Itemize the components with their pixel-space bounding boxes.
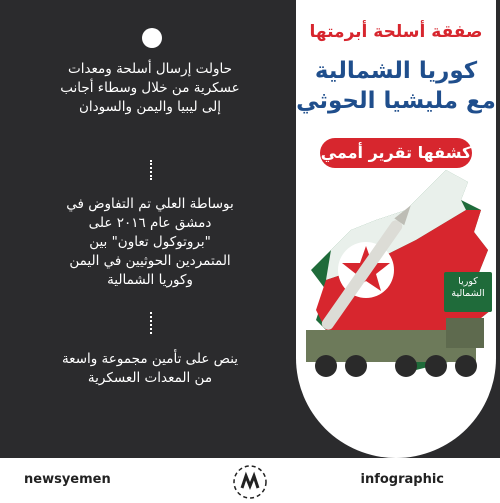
news-logo-icon <box>232 464 268 500</box>
fact-item-2: بوساطة العلي تم التفاوض في دمشق عام ٢٠١٦ على "بروتوكول تعاون" بين المتمردين الحوثيين في اليمن وكوريا الشمالية <box>66 196 234 288</box>
card-title-line-1: كوريا الشمالية <box>314 58 478 84</box>
report-pill: كشفها تقرير أممي <box>320 138 472 168</box>
map-badge: كوريا الشمالية <box>444 272 492 312</box>
truck-cab <box>446 318 484 348</box>
card-title-line-2: مع مليشيا الحوثي <box>296 88 496 114</box>
truck-wheel-4 <box>425 355 447 377</box>
card-body <box>296 0 496 458</box>
truck-wheel-5 <box>455 355 477 377</box>
timeline-dot <box>142 28 162 48</box>
card-title <box>296 56 496 116</box>
truck-wheel-2 <box>345 355 367 377</box>
footer-brand: newsyemen <box>24 472 111 487</box>
fact-item-1: حاولت إرسال أسلحة ومعدات عسكرية من خلال وسطاء أجانب إلى ليبيا واليمن والسودان <box>60 61 240 115</box>
footer-category: infographic <box>360 472 444 487</box>
dotted-separator-2 <box>150 312 154 334</box>
dotted-separator-1 <box>150 160 154 180</box>
truck-wheel-1 <box>315 355 337 377</box>
truck-wheel-3 <box>395 355 417 377</box>
footer-bar <box>0 458 500 503</box>
fact-item-3: ينص على تأمين مجموعة واسعة من المعدات العسكرية <box>61 351 239 386</box>
headline-card <box>296 0 496 458</box>
card-supertitle: صفقة أسلحة أبرمتها <box>309 22 483 42</box>
